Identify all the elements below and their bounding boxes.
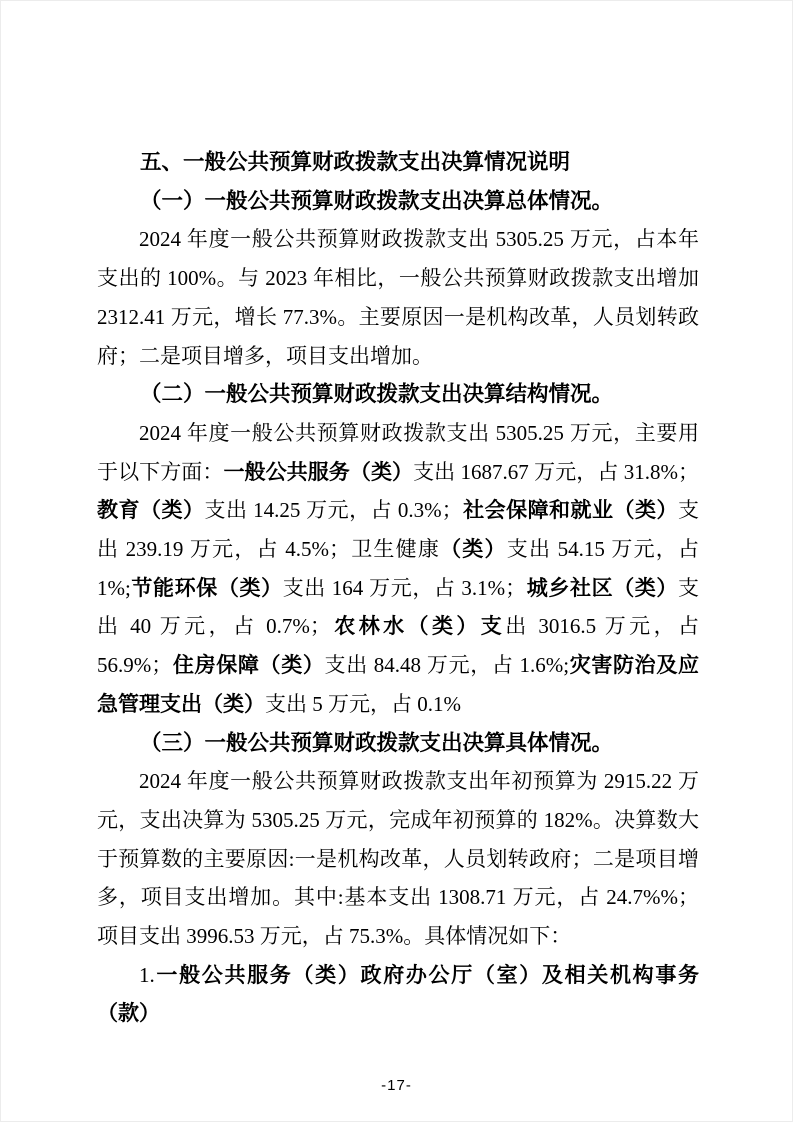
document-body: [97, 143, 699, 1033]
text-run-bold: 节能环保（类）: [130, 575, 283, 600]
text-run: 2024 年度一般公共预算财政拨款支出年初预算为 2915.22 万元，支出决算为 5305.25 万元，完成年初预算的 182%。决算数大于预算数的主要原因:一是机构改革，人员划转政府；二是项目增多，项目支出增加。其中:基本支出 1308.71 万元，占 24.7%%；项目支出 3996.53 万元，占 75.3%。具体情况如下：: [97, 769, 699, 949]
text-run-bold: 灾害防治及应急管理支出（类）: [97, 653, 700, 716]
text-run: 2024 年度一般公共预算财政拨款支出 5305.25 万元，占本年支出的 100%。与 2023 年相比，一般公共预算财政拨款支出增加 2312.41 万元，增长 77.3%。主要原因一是机构改革，人员划转政府；二是项目增多，项目支出增加。: [97, 227, 699, 368]
text-run: 1.: [139, 962, 155, 987]
paragraph-body: [97, 220, 699, 375]
paragraph-heading-2: [97, 375, 699, 414]
text-run-bold: 一般公共服务（类）: [223, 459, 414, 484]
text-run: 支出 54.15 万元，占 1%;: [97, 537, 700, 600]
text-run-bold: 城乡社区（类）: [526, 575, 679, 600]
text-run-bold: （二）一般公共预算财政拨款支出决算结构情况。: [140, 382, 614, 407]
page-number: -17-: [381, 1077, 412, 1094]
text-run: 2024 年度一般公共预算财政拨款支出 5305.25 万元，主要用于以下方面：: [97, 420, 699, 484]
text-run-bold: （三）一般公共预算财政拨款支出决算具体情况。: [140, 730, 614, 755]
text-run: 支出 239.19 万元，占 4.5%；卫生健康: [97, 498, 699, 562]
paragraph-heading-2: [97, 182, 699, 221]
text-run-bold: 教育（类）: [97, 498, 205, 523]
text-run: 支出 14.25 万元，占 0.3%；: [204, 498, 463, 523]
paragraph-body: [97, 762, 699, 956]
text-run-bold: 住房保障（类）: [172, 653, 325, 678]
paragraph-heading-1: [97, 143, 699, 182]
text-run: 支出 164 万元，占 3.1%；: [282, 575, 527, 600]
text-run: 支出 1687.67 万元，占 31.8%；: [413, 459, 699, 484]
text-run: 出 3016.5 万元，占 56.9%；: [97, 614, 700, 678]
text-run-bold: 一般公共服务（类）政府办公厅（室）及相关机构事务（款）: [97, 962, 699, 1026]
paragraph-heading-2: [97, 724, 699, 763]
text-run-bold: 社会保障和就业（类）: [462, 498, 678, 523]
page-footer: [1, 1077, 792, 1095]
text-run-bold: （一）一般公共预算财政拨款支出决算总体情况。: [140, 188, 614, 213]
text-run: 支出 40 万元，占 0.7%；: [97, 575, 700, 639]
text-run-bold: （类）: [440, 537, 507, 562]
text-run: 支出 84.48 万元，占 1.6%;: [324, 653, 570, 678]
paragraph-body: [97, 414, 699, 724]
text-run: 支出 5 万元，占 0.1%: [265, 691, 461, 716]
text-run-bold: 农林水（类）支: [330, 614, 506, 639]
paragraph-body: [97, 956, 699, 1033]
text-run-bold: 五、一般公共预算财政拨款支出决算情况说明: [140, 150, 571, 174]
